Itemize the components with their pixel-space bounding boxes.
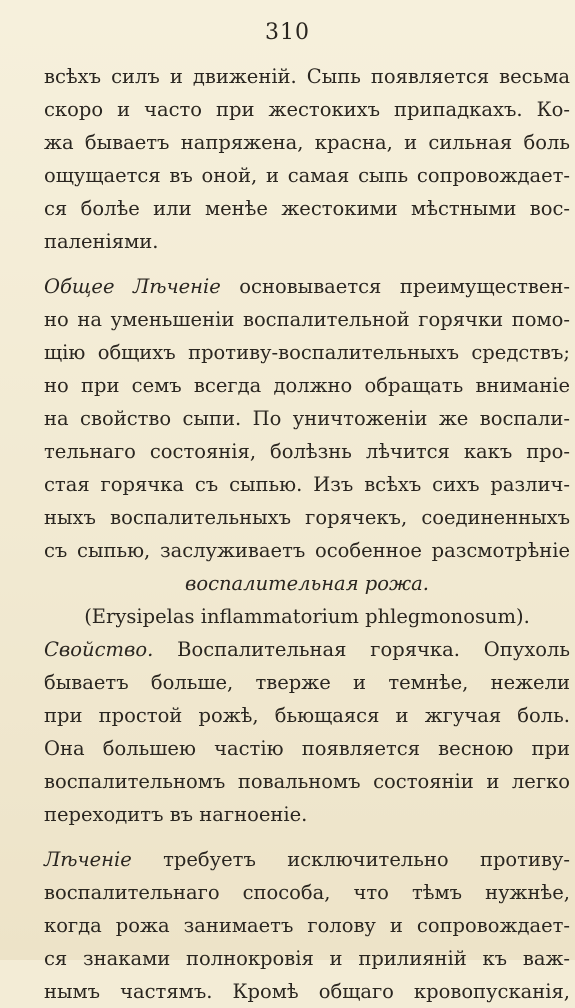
text-line: бываетъ больше, тверже и темнѣе, нежели bbox=[44, 671, 570, 694]
text-line: ся болѣе или менѣе жестокими мѣстными вос- bbox=[44, 197, 570, 220]
italic-term: Лѣченіе bbox=[44, 848, 132, 871]
text-line: жа бываетъ напряжена, красна, и сильная боль bbox=[44, 131, 570, 154]
latin-subheading: (Erysipelas inflammatorium phlegmonosum). bbox=[84, 605, 530, 628]
page-number: 310 bbox=[265, 20, 310, 45]
text-line: Свойство. Воспалительная горячка. Опухоль bbox=[44, 638, 570, 661]
text-line: при простой рожѣ, бьющаяся и жгучая боль. bbox=[44, 704, 570, 727]
section-heading: воспалительная рожа. bbox=[184, 572, 430, 595]
body-text bbox=[44, 60, 570, 1008]
text-line: Общее Лѣченіе основывается преимуществен- bbox=[44, 275, 570, 298]
text-line: но на уменьшеніи воспалительной горячки помо- bbox=[44, 308, 570, 331]
text-line: ныхъ воспалительныхъ горячекъ, соединенныхъ bbox=[44, 506, 570, 529]
text-line: съ сыпью, заслуживаетъ особенное разсмотрѣніе bbox=[44, 539, 570, 562]
text-line: всѣхъ силъ и движеній. Сыпь появляется весьма bbox=[44, 65, 570, 88]
italic-term: Свойство. bbox=[44, 638, 154, 661]
text-line: стая горячка съ сыпью. Изъ всѣхъ сихъ различ- bbox=[44, 473, 570, 496]
text-line: Лѣченіе требуетъ исключительно противу- bbox=[44, 848, 570, 871]
text-line: скоро и часто при жестокихъ припадкахъ. Ко- bbox=[44, 98, 570, 121]
text-line: воспалительнаго способа, что тѣмъ нужнѣе, bbox=[44, 881, 570, 904]
text-line: переходитъ въ нагноеніе. bbox=[44, 803, 308, 826]
text-line: Она большею частію появляется весною при bbox=[44, 737, 570, 760]
text-line: нымъ частямъ. Кромѣ общаго кровопусканія, bbox=[44, 980, 570, 1003]
text-line: ся знаками полнокровія и прилияній къ важ- bbox=[44, 947, 570, 970]
text-line: но при семъ всегда должно обращать вниманіе bbox=[44, 374, 570, 397]
italic-term: Общее Лѣченіе bbox=[44, 275, 221, 298]
text-line: воспалительномъ повальномъ состояніи и легко bbox=[44, 770, 570, 793]
text-line: ощущается въ оной, и самая сыпь сопровождает- bbox=[44, 164, 570, 187]
text-line: на свойство сыпи. По уничтоженіи же воспали- bbox=[44, 407, 570, 430]
text-line: когда рожа занимаетъ голову и сопровождает- bbox=[44, 914, 570, 937]
text-line: щію общихъ противу-воспалительныхъ средствъ; bbox=[44, 341, 570, 364]
text-line: тельнаго состоянія, болѣзнь лѣчится какъ про- bbox=[44, 440, 570, 463]
text-line: паленіями. bbox=[44, 230, 159, 253]
